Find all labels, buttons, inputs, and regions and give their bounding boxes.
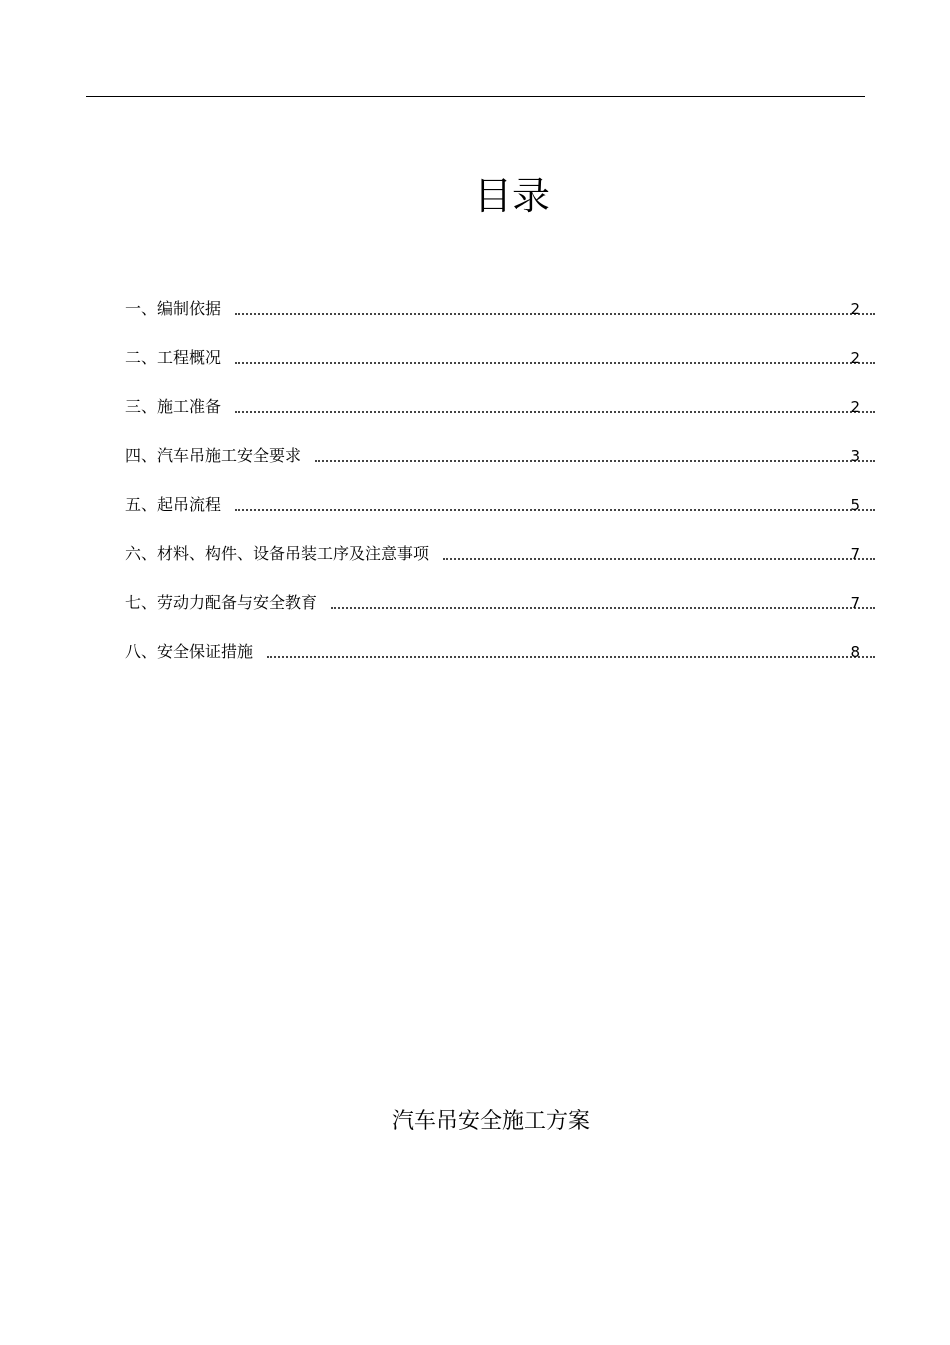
toc-entry[interactable] bbox=[125, 565, 875, 614]
document-title: 汽车吊安全施工方案 bbox=[391, 1109, 590, 1134]
toc-entry-label: 五、起吊流程 bbox=[125, 495, 222, 514]
toc-entry-page: 3 bbox=[850, 447, 860, 465]
toc-entry-page: 2 bbox=[850, 349, 860, 367]
toc-entry-page: 7 bbox=[850, 545, 860, 563]
header-rule bbox=[86, 96, 865, 97]
toc-entry-label: 七、劳动力配备与安全教育 bbox=[125, 593, 318, 612]
toc-entry-page: 7 bbox=[850, 594, 860, 612]
toc-leader-dots bbox=[235, 509, 875, 511]
toc-entry-page: 2 bbox=[850, 398, 860, 416]
toc-leader-dots bbox=[235, 411, 875, 413]
toc-list bbox=[125, 298, 875, 663]
toc-entry-label: 二、工程概况 bbox=[125, 348, 222, 367]
toc-leader-dots bbox=[443, 558, 875, 560]
toc-entry[interactable] bbox=[125, 516, 875, 565]
toc-entry-label: 八、安全保证措施 bbox=[125, 642, 254, 661]
toc-entry-page: 5 bbox=[850, 496, 860, 514]
toc-entry-page: 8 bbox=[850, 643, 860, 661]
toc-entry-page: 2 bbox=[850, 300, 860, 318]
toc-heading: 目录 bbox=[473, 174, 550, 218]
toc-entry-label: 一、编制依据 bbox=[125, 299, 222, 318]
toc-leader-dots bbox=[235, 313, 875, 315]
toc-entry-label: 四、汽车吊施工安全要求 bbox=[125, 446, 302, 465]
toc-entry[interactable] bbox=[125, 418, 875, 467]
toc-leader-dots bbox=[267, 656, 875, 658]
toc-entry[interactable] bbox=[125, 298, 875, 320]
toc-entry-label: 三、施工准备 bbox=[125, 397, 222, 416]
toc-entry[interactable] bbox=[125, 614, 875, 663]
toc-entry[interactable] bbox=[125, 467, 875, 516]
toc-entry[interactable] bbox=[125, 320, 875, 369]
toc-entry-label: 六、材料、构件、设备吊装工序及注意事项 bbox=[125, 544, 430, 563]
toc-leader-dots bbox=[235, 362, 875, 364]
toc-leader-dots bbox=[315, 460, 875, 462]
toc-leader-dots bbox=[331, 607, 875, 609]
toc-entry[interactable] bbox=[125, 369, 875, 418]
